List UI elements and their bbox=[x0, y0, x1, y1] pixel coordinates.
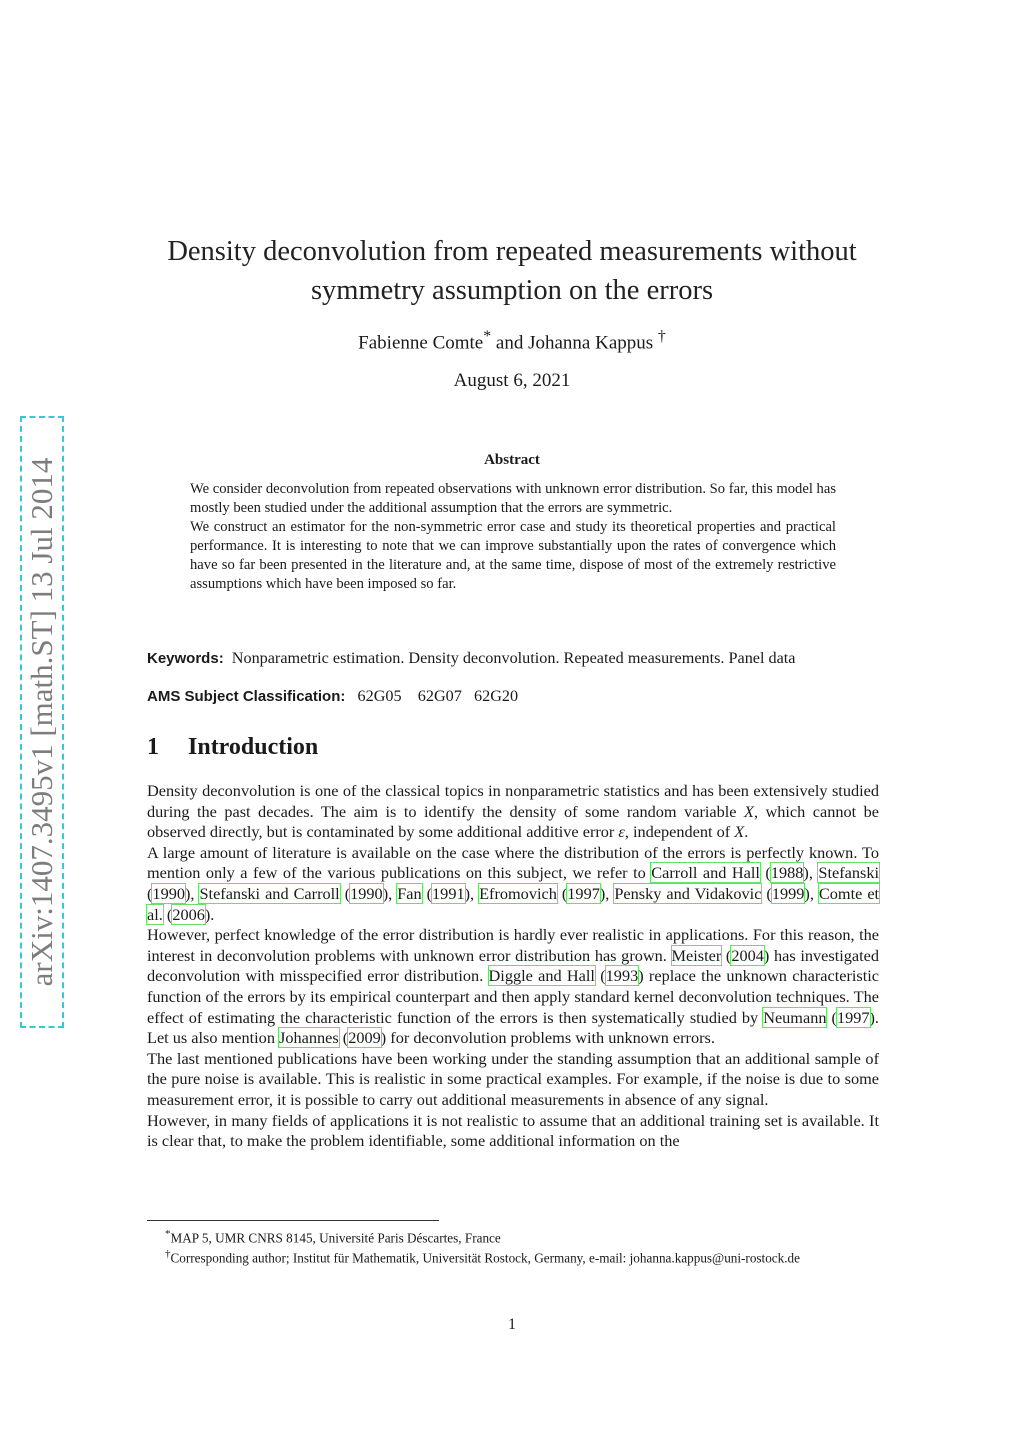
citation-link[interactable]: Meister bbox=[671, 945, 722, 965]
body-paragraph: However, perfect knowledge of the error distribution is hardly ever realistic in applications. For this reason, the interest in deconvolution problems with unknown error distribution has grown. Meister (2004) has investigated deconvolution with misspecified error distribution. Diggle and Hall (1993) replace the unknown characteristic function of the errors by its empirical counterpart and then apply standard kernel deconvolution techniques. The effect of estimating the characteristic function of the errors is then systematically studied by Neumann (1997). Let us also mention Johannes (2009) for deconvolution problems with unknown errors. bbox=[147, 925, 879, 1048]
citation-link[interactable]: Neumann bbox=[763, 1007, 827, 1027]
body-paragraph bbox=[147, 781, 879, 843]
citation-year-link[interactable]: 2009 bbox=[348, 1028, 381, 1048]
ams-label: AMS Subject Classification: bbox=[147, 688, 346, 705]
author-name: Fabienne Comte bbox=[358, 332, 484, 354]
page-number: 1 bbox=[508, 1316, 516, 1333]
citation-link[interactable]: Stefanski and Carroll bbox=[199, 883, 340, 903]
citation-link[interactable]: Fan bbox=[397, 883, 422, 903]
footnote bbox=[147, 1226, 879, 1246]
citation-year-link[interactable]: 1990 bbox=[152, 883, 185, 903]
text-run: has investigated deconvolution with misspecified error distribution. bbox=[147, 945, 879, 986]
footnotes bbox=[147, 1226, 879, 1267]
text-run: . bbox=[744, 822, 749, 842]
author-name: Johanna Kappus bbox=[528, 332, 654, 354]
introduction-body bbox=[147, 781, 879, 1152]
text-run: A large amount of literature is available on the case where the distribution of the errors is perfectly known. To mention only a few of the various publications on this subject, we refer to bbox=[147, 842, 879, 883]
author-conjunction: and bbox=[491, 332, 529, 354]
title-line-2: symmetry assumption on the errors bbox=[310, 275, 714, 306]
text-run: . Let us also mention bbox=[147, 1007, 879, 1048]
citation-year-link[interactable]: 1999 bbox=[771, 883, 805, 903]
keywords-text: Nonparametric estimation. Density deconvolution. Repeated measurements. Panel data bbox=[231, 649, 796, 667]
ams-code: 62G05 bbox=[357, 687, 402, 705]
body-paragraph: The last mentioned publications have been working under the standing assumption that an additional sample of the pure noise is available. This is realistic in some practical examples. For example, if the noise is due to some measurement error, it is possible to carry out additional measurements in absence of any signal. bbox=[147, 1048, 879, 1109]
citation-link[interactable]: Comte et al. bbox=[147, 883, 880, 924]
citation-link[interactable]: Pensky and Vidakovic bbox=[614, 883, 762, 903]
citation-link[interactable]: Johannes bbox=[279, 1028, 339, 1048]
ams-classification-line bbox=[147, 686, 879, 707]
footnote-mark: * bbox=[483, 328, 492, 345]
citation-year-link[interactable]: 1991 bbox=[432, 883, 465, 903]
footnote bbox=[147, 1246, 879, 1266]
text-run: However, perfect knowledge of the error distribution is hardly ever realistic in applications. For this reason, the interest in deconvolution problems with unknown error distribution has grown. bbox=[147, 925, 879, 965]
title-line-1: Density deconvolution from repeated measurements without bbox=[167, 236, 857, 267]
math-variable: X bbox=[734, 822, 745, 842]
math-variable: ε bbox=[618, 822, 625, 842]
keywords-line bbox=[147, 648, 879, 669]
citation-year-link[interactable]: 1997 bbox=[567, 883, 600, 903]
body-paragraph: However, in many fields of applications it is not realistic to assume that an additional training set is available. It is clear that, to make the problem identifiable, some additional information on the bbox=[147, 1110, 879, 1151]
paper-date: August 6, 2021 bbox=[453, 370, 571, 391]
citation-link[interactable]: Carroll and Hall bbox=[651, 863, 760, 883]
citation-year-link[interactable]: 1997 bbox=[836, 1007, 870, 1027]
abstract-paragraph: We construct an estimator for the non-symmetric error case and study its theoretical properties and practical performance. It is interesting to note that we can improve substantially upon the rates of convergence which have so far been presented in the literature and, at the same time, dispose of most of the extremely restrictive assumptions which have been imposed so far. bbox=[190, 519, 836, 592]
section-title: Introduction bbox=[188, 734, 319, 760]
abstract-body bbox=[190, 480, 836, 594]
footnote-mark: * bbox=[165, 1228, 171, 1240]
citation-link[interactable]: Efromovich bbox=[479, 883, 557, 903]
citation-year-link[interactable]: 1988 bbox=[770, 863, 804, 883]
arxiv-identifier-text: arXiv:1407.3495v1 [math.ST] 13 Jul 2014 bbox=[24, 457, 59, 987]
text-run: replace the unknown characteristic function of the errors by its empirical counterpart and then apply standard kernel deconvolution techniques. The effect of estimating the characteristic function of the errors is then systematically studied by bbox=[147, 966, 879, 1027]
body-paragraph: A large amount of literature is available on the case where the distribution of the errors is perfectly known. To mention only a few of the various publications on this subject, we refer to Carroll and Hall (1988), Stefanski (1990), Stefanski and Carroll (1990), Fan (1991), Efromovich (1997), Pensky and Vidakovic (1999), Comte et al. (2006). bbox=[147, 842, 880, 924]
footnote-mark: † bbox=[165, 1248, 171, 1261]
citation-year-link[interactable]: 2006 bbox=[172, 904, 205, 924]
ams-code: 62G07 bbox=[417, 687, 462, 705]
abstract-heading: Abstract bbox=[484, 452, 540, 468]
text-run: , which cannot be observed directly, but is contaminated by some additional additive error bbox=[147, 801, 879, 842]
text-run: , independent of bbox=[624, 822, 735, 842]
citation-link[interactable]: Stefanski bbox=[818, 863, 879, 883]
text-run: Density deconvolution is one of the classical topics in nonparametric statistics and has been extensively studied during the past decades. The aim is to identify the density of some random variable bbox=[147, 781, 879, 821]
author-list bbox=[110, 328, 914, 354]
citation-year-link[interactable]: 2004 bbox=[731, 945, 764, 965]
text-run: for deconvolution problems with unknown errors. bbox=[386, 1028, 715, 1048]
footnote-rule bbox=[147, 1220, 439, 1221]
keywords-label: Keywords: bbox=[147, 650, 224, 667]
math-variable: X bbox=[743, 801, 754, 821]
abstract-paragraph: We consider deconvolution from repeated observations with unknown error distribution. So far, this model has mostly been studied under the additional assumption that the errors are symmetric. bbox=[190, 481, 836, 516]
ams-code: 62G20 bbox=[474, 687, 519, 705]
footnote-mark: † bbox=[657, 328, 666, 345]
section-heading bbox=[147, 734, 318, 761]
paper-title bbox=[110, 232, 914, 310]
footnote-text: Corresponding author; Institut für Mathematik, Universität Rostock, Germany, e-mail: johanna.kappus@uni-rostock.de bbox=[170, 1250, 801, 1266]
citation-link[interactable]: Diggle and Hall bbox=[488, 966, 595, 986]
footnote-text: MAP 5, UMR CNRS 8145, Université Paris Déscartes, France bbox=[170, 1230, 501, 1246]
citation-year-link[interactable]: 1993 bbox=[605, 966, 639, 986]
arxiv-identifier-stamp bbox=[20, 416, 64, 1028]
citation-year-link[interactable]: 1990 bbox=[350, 883, 383, 903]
section-number: 1 bbox=[147, 734, 159, 760]
